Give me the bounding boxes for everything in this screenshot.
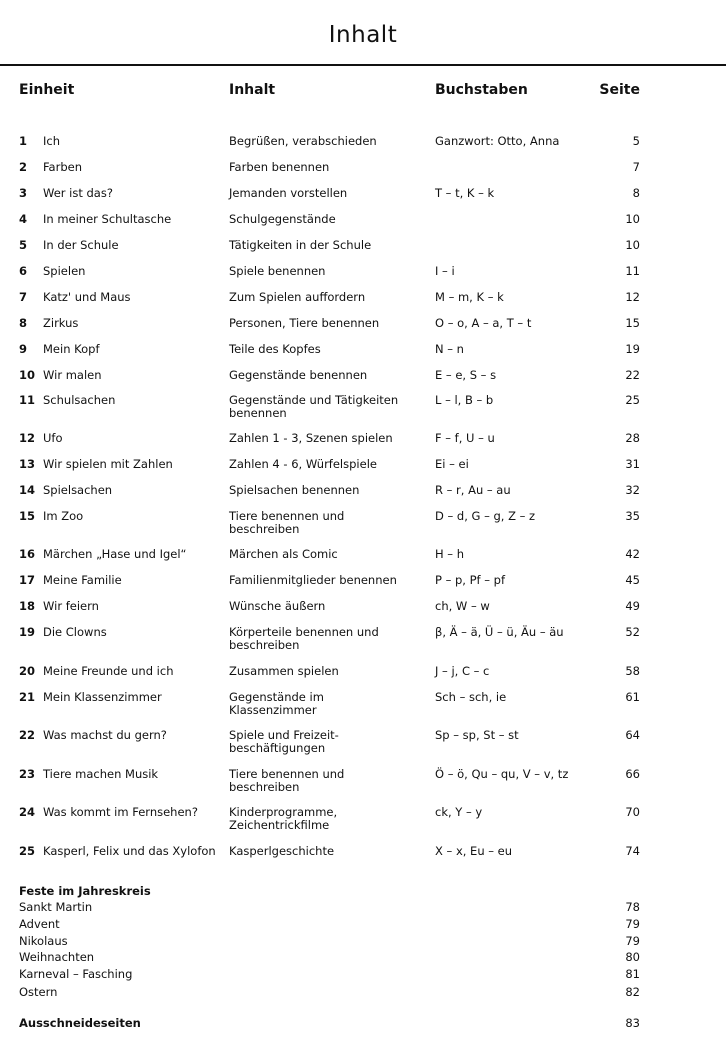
feste-label: Karneval – Fasching (19, 967, 133, 981)
unit-content: Zum Spielen auffordern (229, 290, 366, 304)
unit-number: 19 (19, 625, 36, 639)
unit-content: Spiele benennen (229, 264, 326, 278)
unit-page: 8 (632, 186, 640, 200)
unit-number: 9 (19, 342, 28, 356)
unit-title: Was kommt im Fernsehen? (43, 805, 198, 819)
unit-letters: Ö – ö, Qu – qu, V – v, tz (435, 767, 569, 781)
unit-letters: H – h (435, 547, 464, 561)
feste-page: 79 (625, 917, 640, 931)
unit-title: Mein Klassenzimmer (43, 690, 162, 704)
feste-label: Advent (19, 917, 60, 931)
unit-content: Tiere benennen und beschreiben (229, 767, 345, 794)
unit-letters: L – l, B – b (435, 393, 494, 407)
ausschneideseiten-label: Ausschneideseiten (19, 1016, 141, 1030)
unit-title: Ufo (43, 431, 63, 445)
unit-page: 49 (625, 599, 640, 613)
unit-number: 2 (19, 160, 28, 174)
unit-page: 10 (625, 212, 640, 226)
unit-number: 13 (19, 457, 36, 471)
unit-number: 16 (19, 547, 36, 561)
unit-title: In der Schule (43, 238, 119, 252)
unit-title: Mein Kopf (43, 342, 100, 356)
unit-page: 10 (625, 238, 640, 252)
unit-number: 12 (19, 431, 36, 445)
unit-letters: X – x, Eu – eu (435, 844, 513, 858)
unit-title: Zirkus (43, 316, 79, 330)
feste-label: Nikolaus (19, 934, 68, 948)
unit-content: Wünsche äußern (229, 599, 326, 613)
unit-content: Jemanden vorstellen (229, 186, 348, 200)
unit-number: 15 (19, 509, 36, 523)
unit-page: 19 (625, 342, 640, 356)
unit-content: Zusammen spielen (229, 664, 339, 678)
unit-number: 24 (19, 805, 36, 819)
unit-letters: ch, W – w (435, 599, 490, 613)
unit-content: Tätigkeiten in der Schule (229, 238, 372, 252)
unit-number: 3 (19, 186, 28, 200)
unit-letters: T – t, K – k (435, 186, 495, 200)
unit-number: 4 (19, 212, 28, 226)
unit-title: Kasperl, Felix und das Xylofon (43, 844, 216, 858)
unit-number: 6 (19, 264, 28, 278)
unit-content: Gegenstände im Klassenzimmer (229, 690, 324, 717)
unit-page: 25 (625, 393, 640, 407)
feste-page: 78 (625, 900, 640, 914)
unit-number: 23 (19, 767, 36, 781)
unit-page: 61 (625, 690, 640, 704)
unit-content: Begrüßen, verabschieden (229, 134, 377, 148)
unit-letters: Ganzwort: Otto, Anna (435, 134, 560, 148)
unit-page: 12 (625, 290, 640, 304)
unit-page: 52 (625, 625, 640, 639)
unit-letters: β, Ä – ä, Ü – ü, Äu – äu (435, 625, 564, 639)
unit-page: 74 (625, 844, 640, 858)
unit-page: 5 (632, 134, 640, 148)
unit-number: 1 (19, 134, 28, 148)
header-seite: Seite (599, 82, 640, 98)
unit-title: Katz' und Maus (43, 290, 131, 304)
unit-number: 8 (19, 316, 28, 330)
title-rule (0, 64, 726, 66)
unit-number: 25 (19, 844, 36, 858)
unit-page: 28 (625, 431, 640, 445)
unit-title: Märchen „Hase und Igel“ (43, 547, 187, 561)
ausschneideseiten-page: 83 (625, 1016, 640, 1030)
unit-content: Spiele und Freizeit- beschäftigungen (229, 728, 339, 755)
unit-content: Spielsachen benennen (229, 483, 360, 497)
unit-title: Wer ist das? (43, 186, 113, 200)
feste-label: Sankt Martin (19, 900, 93, 914)
feste-page: 79 (625, 934, 640, 948)
unit-letters: F – f, U – u (435, 431, 495, 445)
unit-title: Tiere machen Musik (43, 767, 159, 781)
feste-page: 82 (625, 985, 640, 999)
unit-content: Tiere benennen und beschreiben (229, 509, 345, 536)
unit-letters: O – o, A – a, T – t (435, 316, 532, 330)
unit-page: 32 (625, 483, 640, 497)
unit-title: Die Clowns (43, 625, 107, 639)
header-einheit: Einheit (19, 82, 75, 98)
unit-letters: ck, Y – y (435, 805, 483, 819)
unit-title: In meiner Schultasche (43, 212, 172, 226)
unit-content: Familienmitglieder benennen (229, 573, 397, 587)
unit-page: 66 (625, 767, 640, 781)
unit-page: 22 (625, 368, 640, 382)
unit-number: 10 (19, 368, 36, 382)
unit-page: 7 (632, 160, 640, 174)
unit-page: 45 (625, 573, 640, 587)
unit-content: Kinderprogramme, Zeichentrickfilme (229, 805, 338, 832)
unit-number: 7 (19, 290, 28, 304)
unit-content: Märchen als Comic (229, 547, 338, 561)
unit-letters: I – i (435, 264, 455, 278)
unit-letters: D – d, G – g, Z – z (435, 509, 536, 523)
unit-page: 31 (625, 457, 640, 471)
unit-title: Was machst du gern? (43, 728, 167, 742)
unit-content: Zahlen 1 - 3, Szenen spielen (229, 431, 393, 445)
unit-content: Teile des Kopfes (229, 342, 321, 356)
unit-number: 5 (19, 238, 28, 252)
unit-page: 70 (625, 805, 640, 819)
header-buchstaben: Buchstaben (435, 82, 528, 98)
unit-content: Gegenstände benennen (229, 368, 368, 382)
unit-letters: E – e, S – s (435, 368, 497, 382)
unit-title: Meine Freunde und ich (43, 664, 174, 678)
unit-letters: Ei – ei (435, 457, 469, 471)
feste-label: Ostern (19, 985, 58, 999)
unit-content: Kasperlgeschichte (229, 844, 335, 858)
unit-title: Farben (43, 160, 82, 174)
unit-title: Spielsachen (43, 483, 113, 497)
unit-letters: Sch – sch, ie (435, 690, 507, 704)
unit-title: Schulsachen (43, 393, 116, 407)
unit-number: 18 (19, 599, 36, 613)
unit-letters: M – m, K – k (435, 290, 504, 304)
unit-content: Körperteile benennen und beschreiben (229, 625, 379, 652)
feste-page: 81 (625, 967, 640, 981)
feste-heading: Feste im Jahreskreis (19, 884, 151, 898)
unit-letters: N – n (435, 342, 464, 356)
unit-number: 22 (19, 728, 36, 742)
unit-letters: Sp – sp, St – st (435, 728, 519, 742)
unit-content: Personen, Tiere benennen (229, 316, 380, 330)
unit-page: 64 (625, 728, 640, 742)
unit-number: 14 (19, 483, 36, 497)
unit-letters: P – p, Pf – pf (435, 573, 505, 587)
unit-title: Ich (43, 134, 61, 148)
unit-content: Schulgegenstände (229, 212, 336, 226)
unit-page: 15 (625, 316, 640, 330)
unit-page: 11 (625, 264, 640, 278)
unit-letters: J – j, C – c (435, 664, 490, 678)
feste-page: 80 (625, 950, 640, 964)
unit-content: Farben benennen (229, 160, 330, 174)
unit-number: 20 (19, 664, 36, 678)
header-inhalt: Inhalt (229, 82, 276, 98)
unit-title: Wir spielen mit Zahlen (43, 457, 173, 471)
unit-title: Spielen (43, 264, 86, 278)
unit-page: 58 (625, 664, 640, 678)
unit-title: Wir feiern (43, 599, 99, 613)
unit-page: 42 (625, 547, 640, 561)
unit-number: 11 (19, 393, 36, 407)
unit-title: Im Zoo (43, 509, 84, 523)
feste-label: Weihnachten (19, 950, 95, 964)
unit-content: Gegenstände und Tätigkeiten benennen (229, 393, 399, 420)
unit-title: Wir malen (43, 368, 102, 382)
unit-letters: R – r, Au – au (435, 483, 511, 497)
unit-number: 17 (19, 573, 36, 587)
page-title: Inhalt (328, 22, 398, 48)
unit-page: 35 (625, 509, 640, 523)
unit-number: 21 (19, 690, 36, 704)
unit-content: Zahlen 4 - 6, Würfelspiele (229, 457, 377, 471)
unit-title: Meine Familie (43, 573, 122, 587)
